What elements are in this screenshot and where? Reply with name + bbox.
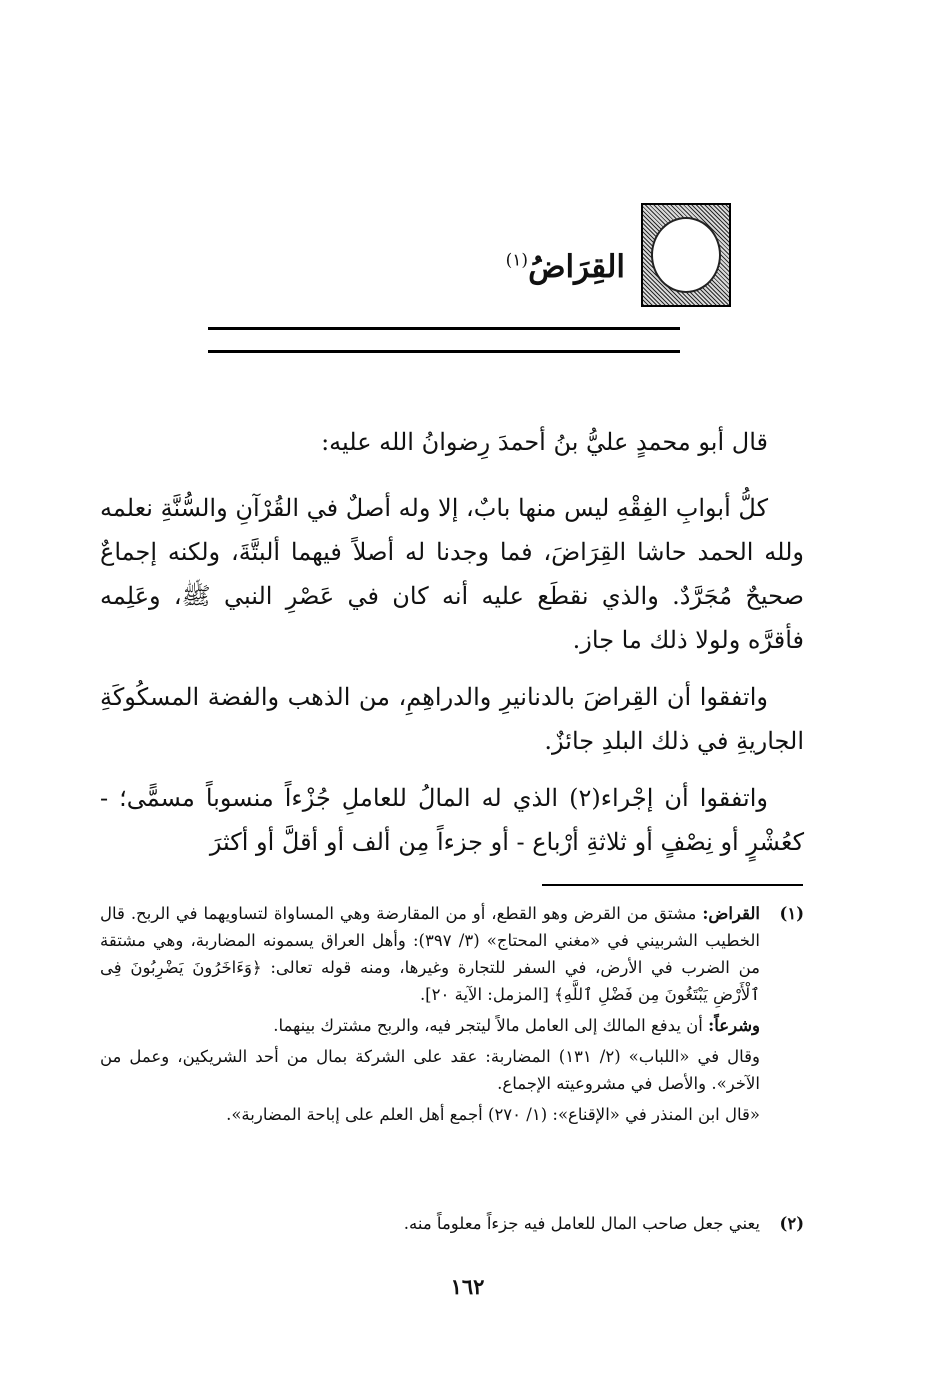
footnote-1-line <box>100 900 760 1008</box>
footnote-text: وقال في «اللباب» (٢/ ١٣١) المضاربة: عقد على الشركة بمال من أحد الشريكين، وعمل من الآخر». والأصل في مشروعيته الإجماع. <box>100 1047 760 1093</box>
footnote-1-line <box>100 1101 760 1128</box>
footnote-1-number: (١) <box>779 904 804 923</box>
paragraph-2: واتفقوا أن القِراضَ بالدنانيرِ والدراهِمِ، من الذهب والفضة المسكُوكَةِ الجاريةِ في ذلك البلدِ جائزٌ. <box>100 683 804 755</box>
footnote-2-body <box>100 1210 760 1237</box>
chapter-title-footnote-ref: (١) <box>505 250 529 271</box>
page-number: ١٦٢ <box>450 1274 485 1299</box>
paragraph-3: واتفقوا أن إجْراء(٢) الذي له المالُ للعاملِ جُزْءاً منسوباً مسمًّى؛ - كعُشْرٍ أو نِصْفٍ أو ثلاثةِ أرْباع - أو جزءاً مِن ألف أو أقلَّ أو أكثرَ <box>100 784 804 856</box>
chapter-title-text: القِرَاضُ <box>528 249 625 285</box>
emblem-circle <box>651 217 721 293</box>
footnote-text: يعني جعل صاحب المال للعامل فيه جزءاً معلوماً منه. <box>403 1214 760 1233</box>
chapter-emblem-icon <box>641 203 731 307</box>
intro-line: قال أبو محمدٍ عليُّ بنُ أحمدَ رِضوانُ الله عليه: <box>321 428 768 456</box>
footnote-separator <box>542 884 803 886</box>
title-rule-top <box>208 327 680 330</box>
title-rule-bottom <box>208 350 680 353</box>
chapter-title <box>505 249 625 285</box>
footnote-2-number: (٢) <box>779 1214 804 1233</box>
footnote-2 <box>100 1210 804 1241</box>
footnote-1-line <box>100 1012 760 1039</box>
footnote-text: مشتق من القرض وهو القطع، أو من المقارضة وهي المساواة لتساويهما في الربح. قال الخطيب الشربيني في «مغني المحتاج» (٣/ ٣٩٧): وأهل العراق يسمونه المضاربة، وهي مشتقة من الضرب في الأرض، في السفر للتجارة وغيرها، ومنه قوله تعالى: ﴿وَءَاخَرُونَ يَضْرِبُونَ فِى ٱلْأَرْضِ يَبْتَغُونَ مِن فَضْلِ ٱللَّهِ﴾ [المزمل: الآية ٢٠]. <box>100 904 760 1004</box>
footnote-2-line <box>100 1210 760 1237</box>
paragraph-1: كلُّ أبوابِ الفِقْهِ ليس منها بابٌ، إلا وله أصلٌ في القُرْآنِ والسُّنَّةِ نعلمه ولله الحمد حاشا القِرَاضَ، فما وجدنا له أصلاً فيهما ألبتَّةَ، ولكنه إجماعٌ صحيحٌ مُجَرَّدٌ. والذي نقطَع عليه أنه كان في عَصْرِ النبي ﷺ، وعَلِمه فأقرَّه ولولا ذلك ما جاز. <box>100 494 805 654</box>
footnote-text: أن يدفع المالك إلى العامل مالاً ليتجر فيه، والربح مشترك بينهما. <box>273 1016 709 1035</box>
footnote-text: «قال ابن المنذر في «الإقناع»: (١/ ٢٧٠) أجمع أهل العلم على إباحة المضاربة». <box>226 1105 760 1124</box>
footnote-1 <box>100 900 804 1132</box>
footnote-term: وشرعاً: <box>708 1016 760 1035</box>
footnote-1-line <box>100 1043 760 1097</box>
footnote-term: القراض: <box>702 904 760 923</box>
footnote-1-body <box>100 900 760 1128</box>
